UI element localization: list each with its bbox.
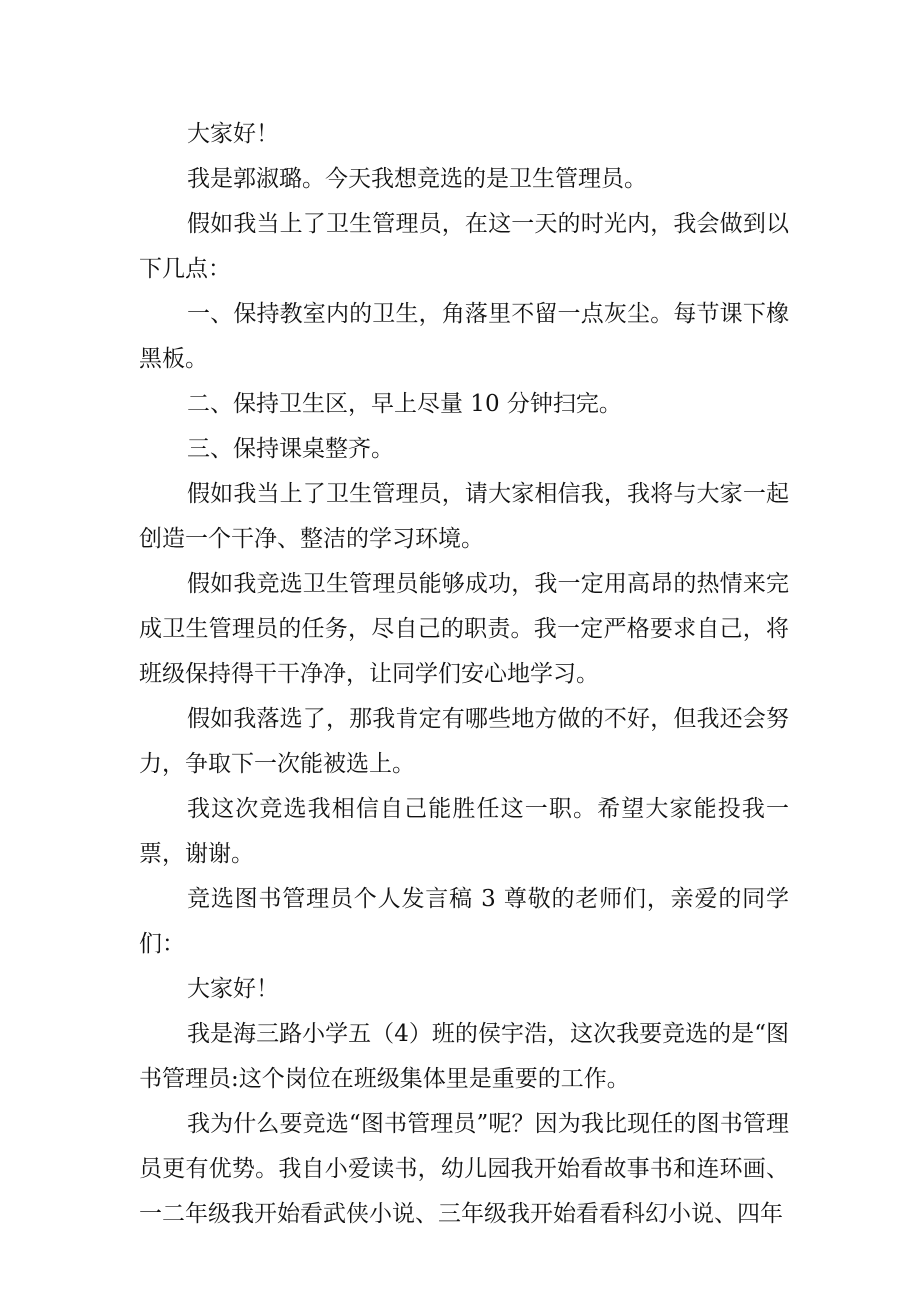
paragraph-greeting-2: 大家好！ bbox=[187, 976, 279, 1002]
paragraph-closing: 我这次竞选我相信自己能胜任这一职。希望大家能投我一票，谢谢。 bbox=[139, 796, 789, 867]
paragraph-intro-2: 我是海三路小学五（4）班的侯宇浩，这次我要竞选的是“图书管理员:这个岗位在班级集体里是重要的工作。 bbox=[139, 1021, 789, 1092]
paragraph-section-heading: 竞选图书管理员个人发言稿 3 尊敬的老师们，亲爱的同学们： bbox=[139, 886, 789, 957]
paragraph-point-one: 一、保持教室内的卫生，角落里不留一点灰尘。每节课下橡黑板。 bbox=[139, 301, 789, 372]
document-body bbox=[139, 112, 789, 1237]
paragraph-success: 假如我竞选卫生管理员能够成功，我一定用高昂的热情来完成卫生管理员的任务，尽自己的职责。我一定严格要求自己，将班级保持得干干净净，让同学们安心地学习。 bbox=[139, 571, 789, 687]
paragraph-failure: 假如我落选了，那我肯定有哪些地方做的不好，但我还会努力，争取下一次能被选上。 bbox=[139, 706, 789, 777]
paragraph-plan-intro: 假如我当上了卫生管理员，在这一天的时光内，我会做到以下几点： bbox=[139, 211, 789, 282]
paragraph-point-two: 二、保持卫生区，早上尽量 10 分钟扫完。 bbox=[187, 391, 622, 417]
paragraph-greeting: 大家好！ bbox=[187, 121, 279, 147]
paragraph-point-three: 三、保持课桌整齐。 bbox=[187, 436, 394, 462]
paragraph-promise: 假如我当上了卫生管理员，请大家相信我，我将与大家一起创造一个干净、整洁的学习环境。 bbox=[139, 481, 789, 552]
paragraph-reason: 我为什么要竞选“图书管理员”呢？因为我比现任的图书管理员更有优势。我自小爱读书，幼儿园我开始看故事书和连环画、一二年级我开始看武侠小说、三年级我开始看看科幻小说、四年 bbox=[139, 1111, 789, 1227]
paragraph-intro: 我是郭淑璐。今天我想竞选的是卫生管理员。 bbox=[187, 166, 647, 192]
